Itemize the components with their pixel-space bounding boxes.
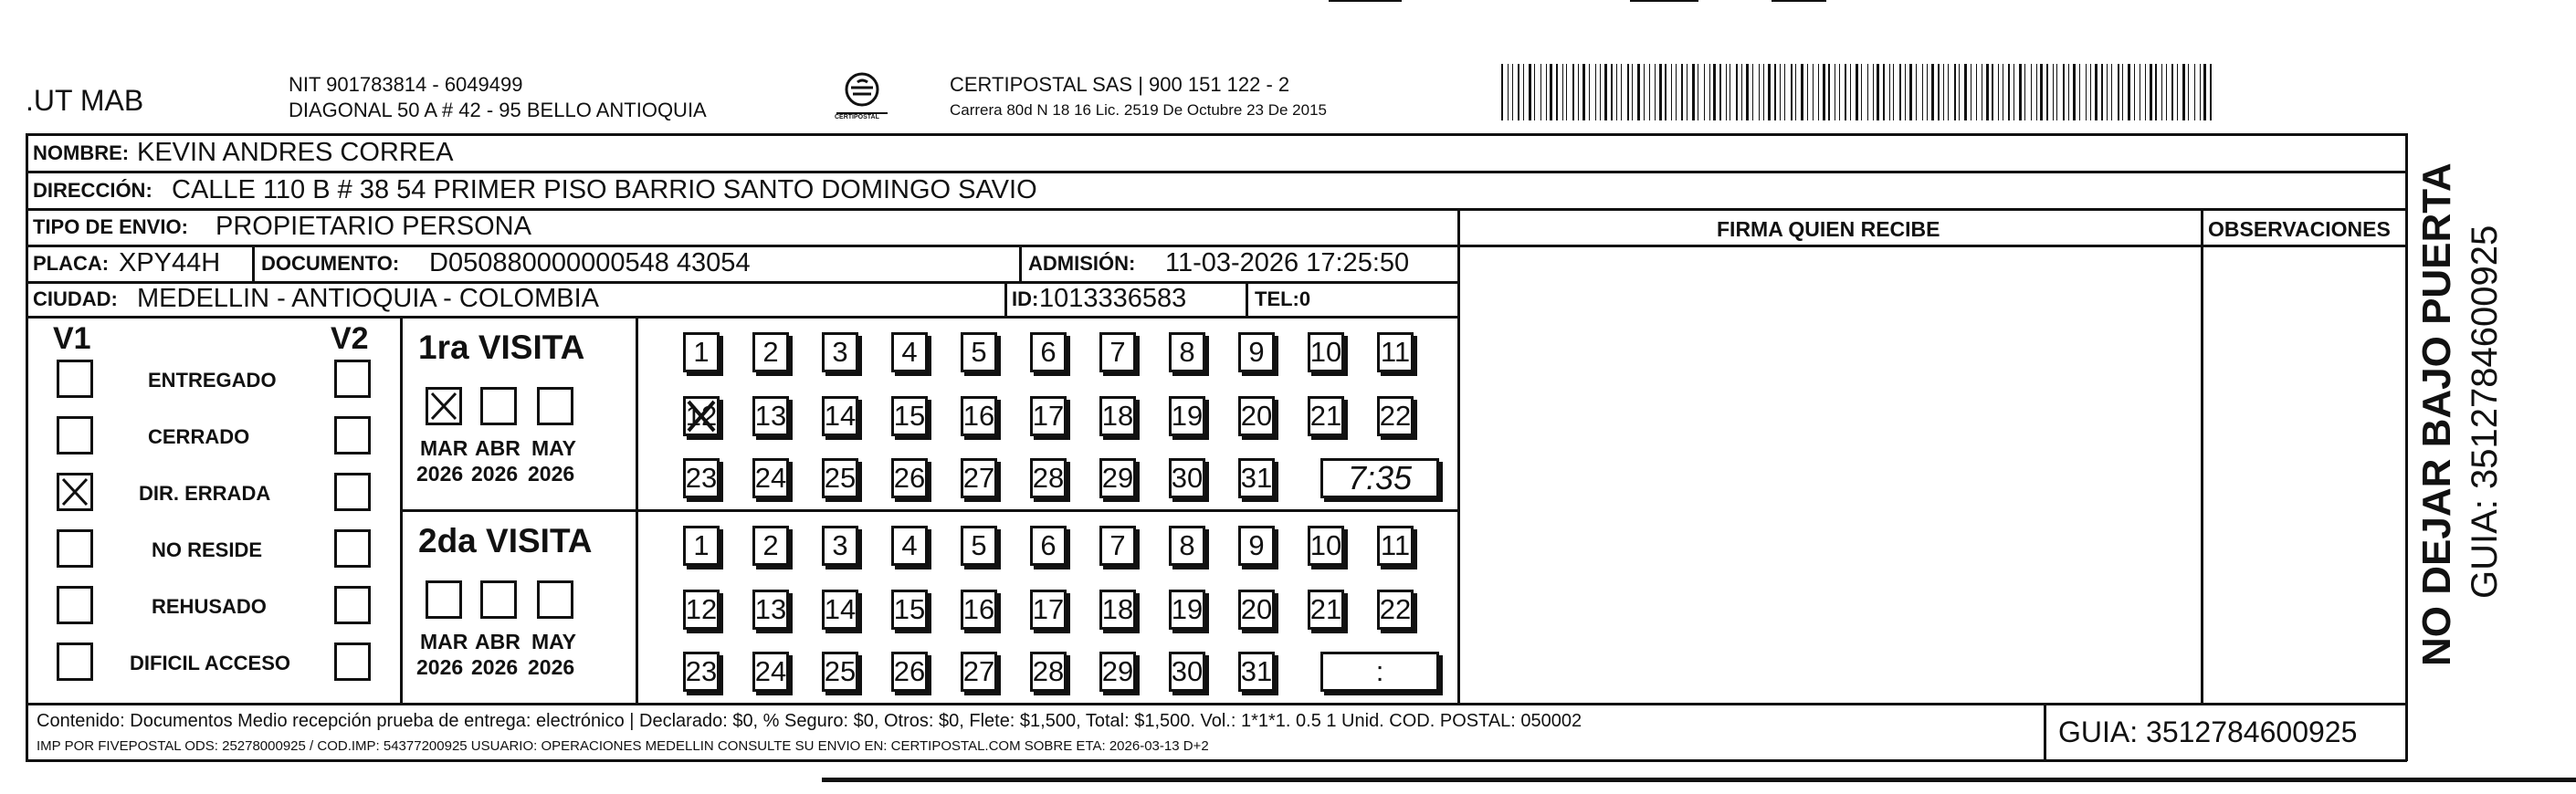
barcode-bar <box>2068 64 2069 120</box>
day-box[interactable]: 31 <box>1238 458 1275 498</box>
top-fragment-line <box>1772 0 1826 2</box>
no-dejar-bajo-puerta: NO DEJAR BAJO PUERTA <box>2414 162 2459 666</box>
ciudad-value: MEDELLIN - ANTIOQUIA - COLOMBIA <box>137 284 599 313</box>
barcode-bar <box>1948 64 1949 120</box>
day-box[interactable]: 19 <box>1169 590 1205 630</box>
admision-label: ADMISIÓN: <box>1028 252 1136 275</box>
row-line <box>26 245 2407 247</box>
year-label: 2026 <box>416 462 464 486</box>
barcode-bar <box>1518 64 1519 120</box>
recipient-name: KEVIN ANDRES CORREA <box>137 138 454 167</box>
tipo-envio-value: PROPIETARIO PERSONA <box>216 212 531 241</box>
v1-header: V1 <box>53 321 91 356</box>
barcode-bar <box>1992 64 1993 120</box>
barcode-bar <box>2118 64 2119 120</box>
id-label: ID: <box>1012 287 1039 310</box>
barcode-bar <box>1938 64 1940 120</box>
column-line <box>2201 208 2203 705</box>
barcode-bar <box>1986 64 1989 120</box>
day-box[interactable]: 13 <box>752 396 789 436</box>
status-checkbox-v2[interactable] <box>334 643 371 681</box>
day-box[interactable]: 25 <box>822 458 858 498</box>
barcode-bar <box>1671 64 1672 120</box>
month-label: MAY <box>531 436 576 460</box>
barcode-bar <box>1644 64 1645 120</box>
footer-contenido: Contenido: Documentos Medio recepción prueba de entrega: electrónico | Declarado: $0, % Seguro: $0, Otros: $0, Flete: $1,500, Total: $1,500. Vol.: 1*1*1. 0.5 1 Unid. COD. POSTAL: 050002 <box>37 711 1582 731</box>
barcode-bar <box>2194 64 2195 120</box>
barcode-bar <box>1922 64 1923 120</box>
barcode-bar <box>1784 64 1785 120</box>
barcode-bar <box>1889 64 1890 120</box>
bottom-edge-bar <box>822 778 2576 782</box>
barcode-bar <box>1954 64 1956 120</box>
barcode-bar <box>2111 64 2112 120</box>
month-checkbox[interactable] <box>480 387 517 425</box>
firma-header: FIRMA QUIEN RECIBE <box>1717 217 1940 241</box>
frame-top <box>26 133 2407 136</box>
barcode-bar <box>1621 64 1622 120</box>
visit-time-box[interactable]: : <box>1320 652 1439 692</box>
barcode-bar <box>1508 64 1509 120</box>
barcode-bar <box>2019 64 2022 120</box>
tel-label: TEL:0 <box>1255 287 1311 310</box>
column-line <box>636 316 638 705</box>
month-label: MAR <box>420 630 468 653</box>
month-checkbox[interactable] <box>426 580 462 619</box>
day-box[interactable]: 26 <box>891 652 928 692</box>
top-fragment-line <box>1329 0 1402 2</box>
barcode-bar <box>1534 64 1535 120</box>
day-number: 12 <box>685 400 718 432</box>
year-label: 2026 <box>528 462 575 486</box>
visit-title: 1ra VISITA <box>418 329 585 366</box>
barcode-bar <box>2086 64 2087 120</box>
barcode-bar <box>1752 64 1753 120</box>
day-box[interactable]: 11 <box>1377 332 1414 372</box>
status-checkbox-v1[interactable] <box>57 643 93 681</box>
barcode-bar <box>1529 64 1531 120</box>
barcode-bar <box>1578 64 1579 120</box>
nombre-label: NOMBRE: <box>33 141 130 164</box>
day-box[interactable]: 20 <box>1238 590 1275 630</box>
row-line <box>402 509 1459 512</box>
barcode-bar <box>1736 64 1738 120</box>
day-box[interactable]: 11 <box>1377 526 1414 566</box>
day-box[interactable]: 23 <box>683 458 720 498</box>
barcode-bar <box>2161 64 2162 120</box>
recipient-address: CALLE 110 B # 38 54 PRIMER PISO BARRIO SANTO DOMINGO SAVIO <box>172 175 1037 204</box>
barcode-bar <box>1791 64 1793 120</box>
status-label: DIFICIL ACCESO <box>130 652 291 674</box>
status-checkbox-v2[interactable] <box>334 586 371 624</box>
column-line <box>2044 703 2046 761</box>
row-line <box>26 316 1459 319</box>
row-line <box>26 703 2407 705</box>
barcode-bar <box>1905 64 1906 120</box>
barcode-bar <box>1909 64 1912 120</box>
barcode-bar <box>1540 64 1541 120</box>
nit-line: NIT 901783814 - 6049499 <box>289 73 523 96</box>
day-box[interactable]: 19 <box>1169 396 1205 436</box>
barcode-bar <box>1556 64 1558 120</box>
barcode-bar <box>1665 64 1667 120</box>
logo-text: CERTIPOSTAL <box>835 114 879 120</box>
day-box[interactable]: 23 <box>683 652 720 692</box>
day-box[interactable]: 5 <box>961 332 997 372</box>
day-box[interactable]: 29 <box>1099 458 1136 498</box>
day-box[interactable]: 21 <box>1308 396 1344 436</box>
day-box[interactable]: 15 <box>891 396 928 436</box>
visit-title: 2da VISITA <box>418 522 593 559</box>
barcode-bar <box>2063 64 2065 120</box>
barcode-bar <box>1976 64 1977 120</box>
frame-right <box>2405 133 2408 761</box>
day-box[interactable]: 18 <box>1099 396 1136 436</box>
barcode-bar <box>2122 64 2123 120</box>
day-box[interactable]: 28 <box>1030 652 1067 692</box>
barcode-bar <box>2150 64 2152 120</box>
barcode-bar <box>1741 64 1742 120</box>
barcode-bar <box>1709 64 1710 120</box>
day-box[interactable]: 21 <box>1308 590 1344 630</box>
day-box[interactable]: 13 <box>752 590 789 630</box>
carrier-name: CERTIPOSTAL SAS | 900 151 122 - 2 <box>950 73 1290 96</box>
barcode-bar <box>1595 64 1596 120</box>
status-checkbox-v1[interactable] <box>57 586 93 624</box>
column-line <box>400 316 403 705</box>
day-box[interactable]: 22 <box>1377 590 1414 630</box>
barcode-bar <box>1659 64 1662 120</box>
barcode-bar <box>2166 64 2167 120</box>
frame-left <box>26 133 28 761</box>
day-box[interactable]: 9 <box>1238 332 1275 372</box>
barcode-bar <box>2210 64 2212 120</box>
barcode-bar <box>1692 64 1695 120</box>
day-box[interactable]: 9 <box>1238 526 1275 566</box>
barcode-bar <box>1719 64 1721 120</box>
barcode-bar <box>1546 64 1547 120</box>
day-box[interactable]: 2 <box>752 332 789 372</box>
barcode-bar <box>1604 64 1607 120</box>
day-box[interactable]: 4 <box>891 526 928 566</box>
column-line <box>1004 281 1007 318</box>
barcode-bar <box>2101 64 2103 120</box>
month-checkbox[interactable] <box>537 580 573 619</box>
day-box[interactable]: 15 <box>891 590 928 630</box>
barcode-bar <box>2171 64 2173 120</box>
day-box[interactable]: 29 <box>1099 652 1136 692</box>
barcode-bar <box>1676 64 1677 120</box>
day-box[interactable]: 25 <box>822 652 858 692</box>
status-checkbox-v2[interactable] <box>334 529 371 568</box>
status-label: CERRADO <box>148 425 250 448</box>
month-label: MAR <box>420 436 468 460</box>
barcode-bar <box>1861 64 1862 120</box>
ciudad-label: CIUDAD: <box>33 287 118 310</box>
barcode-bar <box>1877 64 1879 120</box>
column-line <box>1019 245 1022 283</box>
side-panel <box>2415 137 2534 684</box>
barcode-bar <box>1813 64 1814 120</box>
day-box[interactable]: 17 <box>1030 396 1067 436</box>
day-box[interactable]: 18 <box>1099 590 1136 630</box>
barcode-bar <box>1931 64 1934 120</box>
barcode-bar <box>2073 64 2076 120</box>
barcode-bar <box>1562 64 1563 120</box>
day-box[interactable]: 28 <box>1030 458 1067 498</box>
day-box[interactable]: 16 <box>961 590 997 630</box>
barcode-bar <box>2090 64 2091 120</box>
barcode-bar <box>2024 64 2025 120</box>
barcode-bar <box>1867 64 1868 120</box>
barcode-bar <box>2182 64 2185 120</box>
id-value: 1013336583 <box>1039 284 1187 313</box>
barcode-bar <box>1704 64 1705 120</box>
tipo-envio-label: TIPO DE ENVIO: <box>33 215 188 238</box>
day-box[interactable]: 3 <box>822 332 858 372</box>
barcode-bar <box>1687 64 1688 120</box>
barcode-bar <box>1828 64 1830 120</box>
barcode-bar <box>1927 64 1928 120</box>
barcode <box>1498 64 2219 120</box>
day-box[interactable]: 26 <box>891 458 928 498</box>
barcode-bar <box>1780 64 1781 120</box>
frame-bottom <box>26 759 2407 762</box>
day-box[interactable]: 17 <box>1030 590 1067 630</box>
day-box[interactable]: 27 <box>961 458 997 498</box>
barcode-bar <box>1512 64 1513 120</box>
barcode-bar <box>1501 64 1503 120</box>
barcode-bar <box>1795 64 1796 120</box>
barcode-bar <box>2134 64 2135 120</box>
footer-imp: IMP POR FIVEPOSTAL ODS: 25278000925 / COD.IMP: 54377200925 USUARIO: OPERACIONES MEDELLIN CONSULTE SU ENVIO EN: CERTIPOSTAL.COM SOBRE ETA: 2026-03-13 D+2 <box>37 738 1209 754</box>
barcode-bar <box>1616 64 1617 120</box>
barcode-bar <box>2056 64 2057 120</box>
status-label: DIR. ERRADA <box>139 482 271 505</box>
barcode-bar <box>1845 64 1846 120</box>
status-checkbox-v1[interactable] <box>57 529 93 568</box>
barcode-bar <box>1839 64 1840 120</box>
day-box[interactable]: 10 <box>1308 332 1344 372</box>
barcode-bar <box>1774 64 1776 120</box>
day-box[interactable]: 30 <box>1169 458 1205 498</box>
day-box[interactable]: 24 <box>752 458 789 498</box>
company-code: .UT MAB <box>26 84 144 117</box>
barcode-bar <box>2145 64 2146 120</box>
day-box[interactable]: 27 <box>961 652 997 692</box>
barcode-bar <box>1916 64 1917 120</box>
day-box[interactable]: 31 <box>1238 652 1275 692</box>
barcode-bar <box>1523 64 1524 120</box>
barcode-bar <box>1818 64 1819 120</box>
barcode-bar <box>1763 64 1764 120</box>
barcode-bar <box>1600 64 1601 120</box>
status-label: ENTREGADO <box>148 369 277 392</box>
carrier-license: Carrera 80d N 18 16 Lic. 2519 De Octubre 23 De 2015 <box>950 101 1327 119</box>
barcode-bar <box>2200 64 2201 120</box>
visit-time-box[interactable]: 7:35 <box>1320 458 1439 498</box>
day-box[interactable]: 8 <box>1169 332 1205 372</box>
barcode-bar <box>2203 64 2206 120</box>
barcode-bar <box>1566 64 1567 120</box>
barcode-bar <box>1681 64 1683 120</box>
day-box[interactable]: 1 <box>683 332 720 372</box>
column-line <box>252 245 255 283</box>
status-checkbox-v2[interactable] <box>334 360 371 398</box>
status-checkbox-v2[interactable] <box>334 416 371 454</box>
certipostal-logo <box>833 69 891 126</box>
barcode-bar <box>2053 64 2054 120</box>
day-box[interactable]: 24 <box>752 652 789 692</box>
barcode-bar <box>2155 64 2157 120</box>
barcode-bar <box>1801 64 1803 120</box>
barcode-bar <box>2013 64 2014 120</box>
barcode-bar <box>1632 64 1633 120</box>
barcode-bar <box>1964 64 1967 120</box>
barcode-bar <box>1649 64 1650 120</box>
day-box[interactable]: 14 <box>822 396 858 436</box>
footer-guia: GUIA: 3512784600925 <box>2058 716 2358 748</box>
barcode-bar <box>2188 64 2189 120</box>
barcode-bar <box>1899 64 1901 120</box>
barcode-bar <box>2177 64 2178 120</box>
status-label: REHUSADO <box>152 595 267 618</box>
day-box[interactable]: 7 <box>1099 526 1136 566</box>
barcode-bar <box>2036 64 2037 120</box>
status-checkbox-v1-checked[interactable] <box>57 473 93 511</box>
status-label: NO RESIDE <box>152 538 263 561</box>
barcode-bar <box>1856 64 1858 120</box>
barcode-bar <box>1611 64 1613 120</box>
day-box[interactable]: 16 <box>961 396 997 436</box>
barcode-bar <box>2031 64 2032 120</box>
observaciones-header: OBSERVACIONES <box>2208 217 2391 241</box>
admision-value: 11-03-2026 17:25:50 <box>1165 248 1410 277</box>
month-label: ABR <box>475 630 520 653</box>
side-guia: GUIA: 3512784600925 <box>2465 225 2505 599</box>
barcode-bar <box>2079 64 2080 120</box>
day-box[interactable]: 6 <box>1030 526 1067 566</box>
status-checkbox-v2[interactable] <box>334 473 371 511</box>
barcode-bar <box>1807 64 1808 120</box>
barcode-bar <box>1873 64 1874 120</box>
year-label: 2026 <box>471 462 519 486</box>
sender-address: DIAGONAL 50 A # 42 - 95 BELLO ANTIOQUIA <box>289 99 707 121</box>
barcode-bar <box>1589 64 1590 120</box>
barcode-bar <box>1823 64 1825 120</box>
row-line <box>26 171 2407 173</box>
status-checkbox-v1[interactable] <box>57 360 93 398</box>
day-box[interactable]: 1 <box>683 526 720 566</box>
month-checkbox-checked[interactable] <box>426 387 462 425</box>
barcode-bar <box>1883 64 1885 120</box>
v2-header: V2 <box>331 321 369 356</box>
month-checkbox[interactable] <box>537 387 573 425</box>
barcode-bar <box>1943 64 1944 120</box>
barcode-bar <box>2128 64 2130 120</box>
month-label: MAY <box>531 630 576 653</box>
month-checkbox[interactable] <box>480 580 517 619</box>
barcode-bar <box>1637 64 1640 120</box>
barcode-bar <box>1850 64 1851 120</box>
documento-value: D050880000000548 43054 <box>429 248 751 277</box>
placa-label: PLACA: <box>33 252 110 275</box>
year-label: 2026 <box>471 655 519 679</box>
day-box[interactable]: 30 <box>1169 652 1205 692</box>
barcode-bar <box>1655 64 1656 120</box>
documento-label: DOCUMENTO: <box>261 252 400 275</box>
day-box-checked[interactable] <box>683 396 720 436</box>
barcode-bar <box>1768 64 1771 120</box>
year-label: 2026 <box>416 655 464 679</box>
day-box[interactable]: 12 <box>683 590 720 630</box>
year-label: 2026 <box>528 655 575 679</box>
barcode-bar <box>2046 64 2048 120</box>
barcode-bar <box>1582 64 1585 120</box>
day-box[interactable]: 6 <box>1030 332 1067 372</box>
day-box[interactable]: 20 <box>1238 396 1275 436</box>
month-label: ABR <box>475 436 520 460</box>
barcode-bar <box>1746 64 1749 120</box>
placa-value: XPY44H <box>119 248 221 277</box>
barcode-bar <box>1726 64 1727 120</box>
day-box[interactable]: 5 <box>961 526 997 566</box>
barcode-bar <box>1713 64 1716 120</box>
barcode-bar <box>1550 64 1552 120</box>
day-box[interactable]: 4 <box>891 332 928 372</box>
barcode-bar <box>2107 64 2108 120</box>
column-line <box>1457 208 1460 705</box>
day-box[interactable]: 2 <box>752 526 789 566</box>
barcode-bar <box>2040 64 2043 120</box>
day-box[interactable]: 7 <box>1099 332 1136 372</box>
day-box[interactable]: 14 <box>822 590 858 630</box>
status-checkbox-v1[interactable] <box>57 416 93 454</box>
row-line <box>26 208 2407 211</box>
day-box[interactable]: 3 <box>822 526 858 566</box>
direccion-label: DIRECCIÓN: <box>33 179 152 202</box>
day-box[interactable]: 8 <box>1169 526 1205 566</box>
day-box[interactable]: 22 <box>1377 396 1414 436</box>
day-box[interactable]: 10 <box>1308 526 1344 566</box>
barcode-bar <box>1759 64 1760 120</box>
top-fragment-line <box>1630 0 1698 2</box>
barcode-bar <box>1627 64 1629 120</box>
barcode-bar <box>2095 64 2098 120</box>
barcode-bar <box>1893 64 1894 120</box>
barcode-bar <box>1572 64 1574 120</box>
barcode-bar <box>1998 64 1999 120</box>
column-line <box>1246 281 1248 318</box>
barcode-bar <box>1959 64 1960 120</box>
barcode-bar <box>2008 64 2010 120</box>
